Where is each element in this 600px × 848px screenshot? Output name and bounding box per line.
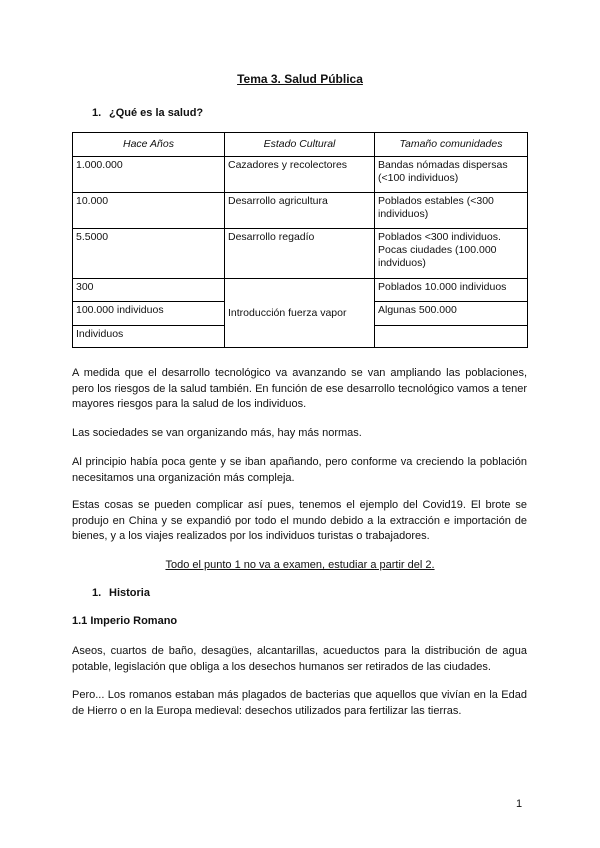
table-cell: 300 xyxy=(73,279,225,302)
section-number: 1. xyxy=(92,587,102,599)
exam-note: Todo el punto 1 no va a examen, estudiar a partir del 2. xyxy=(165,559,435,571)
paragraph: Las sociedades se van organizando más, hay más normas. xyxy=(72,427,362,439)
table-cell-merged: Introducción fuerza vapor xyxy=(225,279,375,348)
paragraph: Estas cosas se pueden complicar así pues, tenemos el ejemplo del Covid19. El brote se produjo en China y se expandió por todo el mundo debido a la extracción e importación de bienes, y a los viajes realizados por los individuos turistas o trabajadores. xyxy=(72,499,527,542)
section-heading-text: Historia xyxy=(109,587,150,599)
table-cell: Poblados 10.000 individuos xyxy=(375,279,528,302)
history-table xyxy=(72,132,528,348)
paragraph: A medida que el desarrollo tecnológico va avanzando se van ampliando las poblaciones, pero los riesgos de la salud también. En función de ese desarrollo tecnológico vamos a tener mayores riesgos para la salud de los individuos. xyxy=(72,367,527,410)
page-title: Tema 3. Salud Pública xyxy=(237,72,363,86)
table-row xyxy=(73,157,528,193)
table-cell: 5.5000 xyxy=(73,229,225,279)
table-header-cell: Estado Cultural xyxy=(225,133,375,157)
table-cell: Cazadores y recolectores xyxy=(225,157,375,193)
table-cell: Algunas 500.000 xyxy=(375,302,528,326)
section-heading-historia xyxy=(92,586,150,601)
paragraph: Al principio había poca gente y se iban apañando, pero conforme va creciendo la población necesitamos una organización más compleja. xyxy=(72,456,527,484)
table-header-cell: Tamaño comunidades xyxy=(375,133,528,157)
table-cell xyxy=(375,326,528,348)
table-row xyxy=(73,193,528,229)
table-cell: 1.000.000 xyxy=(73,157,225,193)
table-cell: Desarrollo regadío xyxy=(225,229,375,279)
table-cell: Poblados estables (<300 individuos) xyxy=(375,193,528,229)
table-row xyxy=(73,279,528,302)
paragraph: Pero... Los romanos estaban más plagados de bacterias que aquellos que vivían en la Edad de Hierro o en la Europa medieval: desechos utilizados para fertilizar las tierras. xyxy=(72,689,527,717)
section-number: 1. xyxy=(92,107,102,119)
table-header-row xyxy=(73,133,528,157)
table-header-cell: Hace Años xyxy=(73,133,225,157)
table-cell: Bandas nómadas dispersas (<100 individuos) xyxy=(375,157,528,193)
table-row xyxy=(73,229,528,279)
page-number: 1 xyxy=(516,798,523,810)
paragraph: Aseos, cuartos de baño, desagües, alcantarillas, acueductos para la distribución de agua potable, legislación que obliga a los desechos humanos ser retirados de las ciudades. xyxy=(72,645,527,673)
table-cell: Poblados <300 individuos. Pocas ciudades (100.000 indviduos) xyxy=(375,229,528,279)
section-heading-text: ¿Qué es la salud? xyxy=(109,107,204,119)
table-cell: Individuos xyxy=(73,326,225,348)
table-cell: 100.000 individuos xyxy=(73,302,225,326)
section-heading-salud xyxy=(92,106,203,121)
table-cell: Desarrollo agricultura xyxy=(225,193,375,229)
table-cell: 10.000 xyxy=(73,193,225,229)
subsection-heading: 1.1 Imperio Romano xyxy=(72,615,178,627)
